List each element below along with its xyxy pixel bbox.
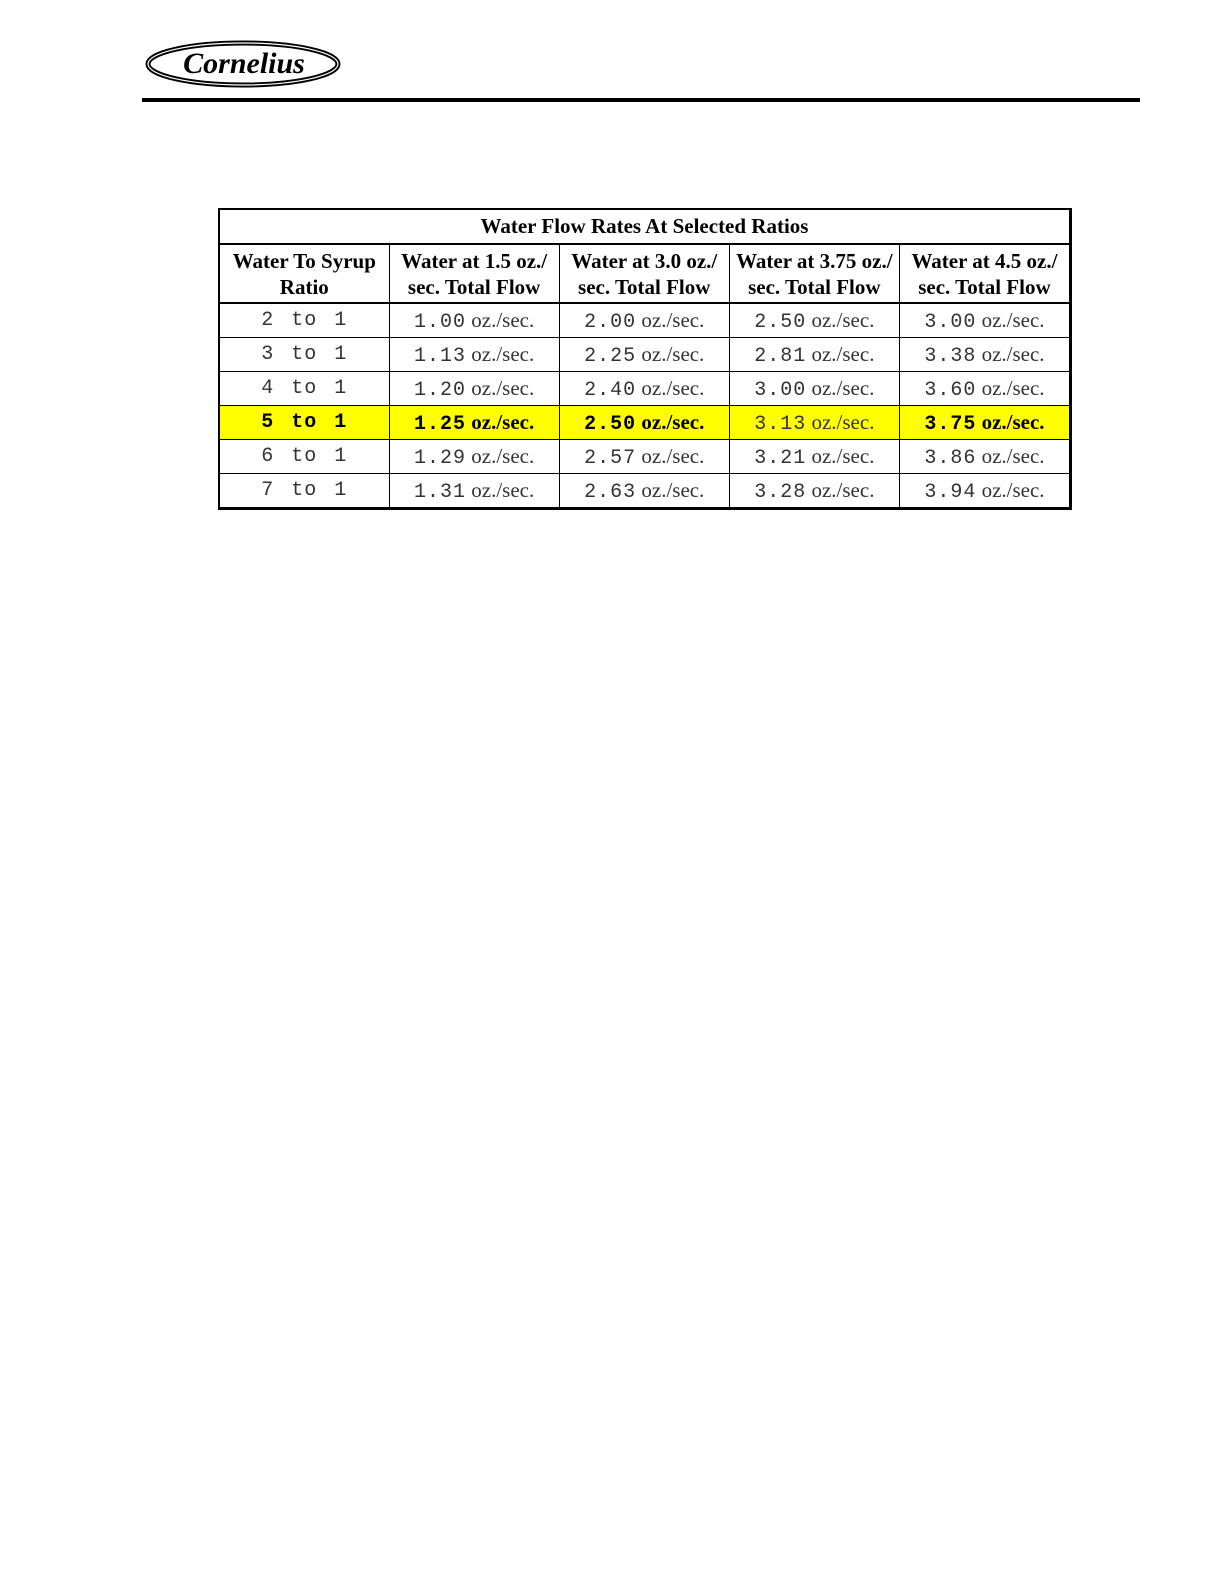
flow-value-cell — [729, 372, 899, 406]
svg-text:Cornelius: Cornelius — [183, 47, 305, 80]
flow-value-cell — [559, 338, 729, 372]
column-header-line: Water at 3.0 oz./ — [571, 248, 718, 273]
flow-value-cell — [729, 338, 899, 372]
flow-value-cell — [729, 303, 899, 338]
flow-value: 2.63 — [584, 480, 637, 504]
flow-value-cell — [389, 372, 559, 406]
header-rule — [142, 98, 1140, 102]
ratio-cell: 4 to 1 — [219, 372, 389, 406]
ratio-cell: 3 to 1 — [219, 338, 389, 372]
flow-unit: oz./sec. — [641, 375, 705, 400]
flow-value: 2.57 — [584, 446, 637, 470]
flow-value-cell — [559, 372, 729, 406]
cornelius-logo — [145, 38, 341, 90]
flow-unit: oz./sec. — [641, 307, 705, 332]
column-header-line: Ratio — [279, 274, 329, 299]
column-header-2 — [559, 244, 729, 303]
flow-value-cell — [559, 406, 729, 440]
column-header-line: sec. Total Flow — [407, 274, 541, 299]
flow-unit: oz./sec. — [981, 341, 1045, 366]
flow-value-cell — [899, 440, 1070, 474]
flow-unit: oz./sec. — [811, 375, 875, 400]
flow-value: 1.00 — [414, 310, 467, 334]
column-header-3 — [729, 244, 899, 303]
flow-unit: oz./sec. — [641, 477, 705, 502]
flow-value: 3.86 — [924, 446, 977, 470]
flow-value-cell — [389, 474, 559, 509]
ratio-cell: 7 to 1 — [219, 474, 389, 509]
column-header-line: sec. Total Flow — [578, 274, 711, 299]
flow-unit: oz./sec. — [811, 477, 875, 502]
flow-value-cell — [899, 338, 1070, 372]
flow-unit: oz./sec. — [641, 409, 705, 434]
flow-value: 3.13 — [754, 412, 807, 436]
column-header-0 — [219, 244, 389, 303]
column-header-1 — [389, 244, 559, 303]
table-header-row — [219, 244, 1071, 303]
flow-value-cell — [729, 406, 899, 440]
flow-value: 3.38 — [924, 344, 977, 368]
column-header-line: Water at 1.5 oz./ — [401, 248, 548, 273]
ratio-cell: 6 to 1 — [219, 440, 389, 474]
flow-unit: oz./sec. — [811, 307, 875, 332]
table-row — [219, 303, 1071, 338]
table-row — [219, 406, 1071, 440]
flow-value: 3.00 — [924, 310, 977, 334]
flow-value-cell — [899, 303, 1070, 338]
ratio-cell: 5 to 1 — [219, 406, 389, 440]
flow-unit: oz./sec. — [641, 341, 705, 366]
flow-value: 3.21 — [754, 446, 807, 470]
flow-unit: oz./sec. — [471, 341, 535, 366]
flow-value: 2.81 — [754, 344, 807, 368]
column-header-line: Water at 3.75 oz./ — [736, 248, 893, 273]
table-body — [219, 303, 1071, 509]
flow-unit: oz./sec. — [471, 307, 535, 332]
flow-value-cell — [389, 406, 559, 440]
table-row — [219, 474, 1071, 509]
flow-value: 2.50 — [754, 310, 807, 334]
water-flow-rates-table — [218, 208, 1072, 510]
flow-unit: oz./sec. — [981, 307, 1045, 332]
flow-value-cell — [559, 440, 729, 474]
flow-unit: oz./sec. — [811, 409, 875, 434]
flow-value: 3.94 — [924, 480, 977, 504]
column-header-line: Water To Syrup — [232, 248, 376, 273]
flow-value-cell — [729, 440, 899, 474]
flow-value: 3.00 — [754, 378, 807, 402]
flow-unit: oz./sec. — [981, 375, 1045, 400]
column-header-line: Water at 4.5 oz./ — [911, 248, 1058, 273]
flow-rate-table-wrapper — [218, 208, 1072, 510]
flow-unit: oz./sec. — [471, 409, 535, 434]
flow-value: 1.20 — [414, 378, 467, 402]
flow-unit: oz./sec. — [471, 443, 535, 468]
flow-value: 1.31 — [414, 480, 467, 504]
flow-value: 3.75 — [924, 412, 977, 436]
table-row — [219, 338, 1071, 372]
table-title: Water Flow Rates At Selected Ratios — [219, 209, 1071, 244]
flow-value: 1.29 — [414, 446, 467, 470]
column-header-line: sec. Total Flow — [918, 274, 1051, 299]
flow-unit: oz./sec. — [471, 477, 535, 502]
table-row — [219, 372, 1071, 406]
flow-value: 2.25 — [584, 344, 637, 368]
flow-value-cell — [899, 474, 1070, 509]
flow-value: 1.13 — [414, 344, 467, 368]
flow-value: 1.25 — [414, 412, 467, 436]
flow-value-cell — [389, 440, 559, 474]
flow-unit: oz./sec. — [471, 375, 535, 400]
column-header-4 — [899, 244, 1070, 303]
flow-value: 2.50 — [584, 412, 637, 436]
flow-unit: oz./sec. — [981, 409, 1045, 434]
flow-value-cell — [389, 338, 559, 372]
flow-value: 2.40 — [584, 378, 637, 402]
flow-value: 2.00 — [584, 310, 637, 334]
ratio-cell: 2 to 1 — [219, 303, 389, 338]
flow-value-cell — [389, 303, 559, 338]
table-row — [219, 440, 1071, 474]
flow-value-cell — [729, 474, 899, 509]
flow-unit: oz./sec. — [811, 443, 875, 468]
flow-value: 3.28 — [754, 480, 807, 504]
flow-unit: oz./sec. — [981, 443, 1045, 468]
flow-unit: oz./sec. — [811, 341, 875, 366]
flow-value-cell — [559, 303, 729, 338]
flow-unit: oz./sec. — [641, 443, 705, 468]
flow-value-cell — [899, 372, 1070, 406]
column-header-line: sec. Total Flow — [748, 274, 881, 299]
flow-value: 3.60 — [924, 378, 977, 402]
flow-value-cell — [899, 406, 1070, 440]
flow-unit: oz./sec. — [981, 477, 1045, 502]
flow-value-cell — [559, 474, 729, 509]
